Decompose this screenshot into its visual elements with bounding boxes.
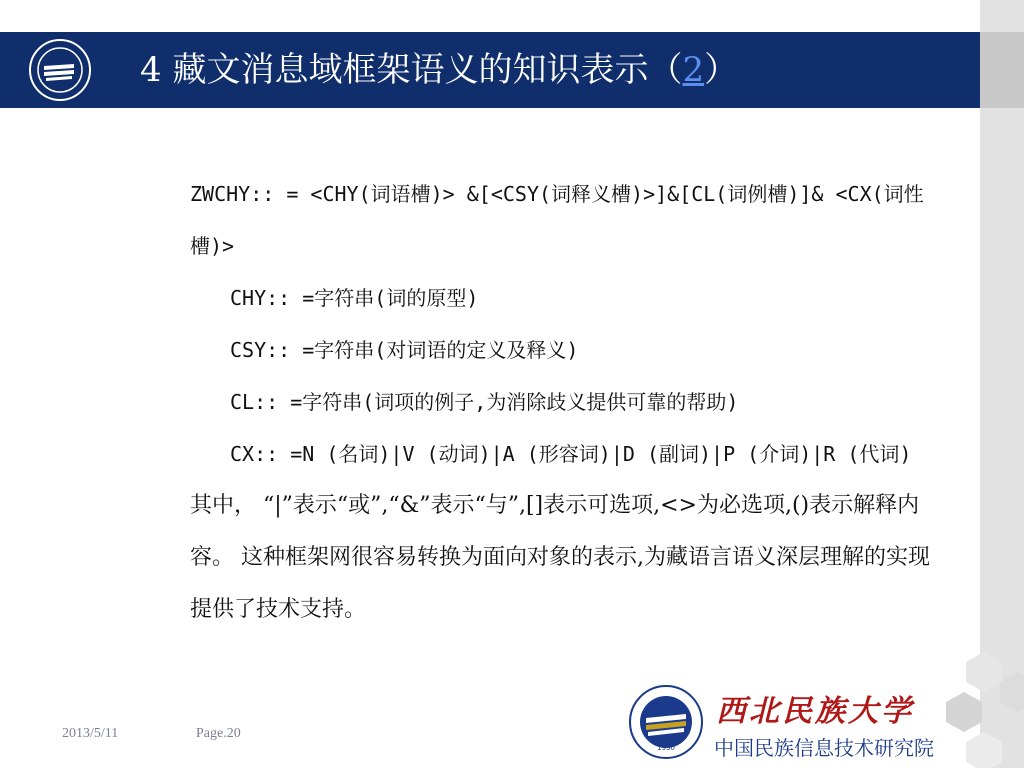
footer-page-number: Page.20 xyxy=(196,726,241,741)
definition-line-csy: CSY:: =字符串(对词语的定义及释义) xyxy=(230,338,579,362)
title-suffix: ） xyxy=(704,50,739,90)
explanation-paragraph: 其中， “|”表示“或”,“&”表示“与”,[]表示可选项,<>为必选项,()表示解释内容。 这种框架网很容易转换为面向对象的表示,为藏语言语义深层理解的实现提供了技术支持。 xyxy=(190,493,930,622)
definition-line-zwchy: ZWCHY:: = <CHY(词语槽)> &[<CSY(词释义槽)>]&[CL(词例槽)]& <CX(词性槽)> xyxy=(190,182,924,258)
title-link[interactable]: 2 xyxy=(682,50,705,90)
definition-line-chy: CHY:: =字符串(词的原型) xyxy=(230,286,479,310)
title-text: 4 藏文消息域框架语义的知识表示（ xyxy=(140,50,683,90)
emblem-year: 1950 xyxy=(657,744,675,752)
hexagon-decoration-icon xyxy=(944,648,1024,768)
right-side-block xyxy=(980,32,1024,108)
institute-name: 中国民族信息技术研究院 xyxy=(714,736,934,760)
university-name: 西北民族大学 xyxy=(716,694,914,729)
university-logo-icon xyxy=(28,38,92,102)
definition-line-cl: CL:: =字符串(词项的例子,为消除歧义提供可靠的帮助) xyxy=(230,390,739,414)
slide-body xyxy=(76,168,936,636)
university-emblem-icon xyxy=(628,684,704,760)
footer-date: 2013/5/11 xyxy=(62,726,119,741)
slide-title xyxy=(140,44,738,96)
definition-line-cx: CX:: =N (名词)|V (动词)|A (形容词)|D (副词)|P (介词)|R (代词) xyxy=(230,442,912,466)
